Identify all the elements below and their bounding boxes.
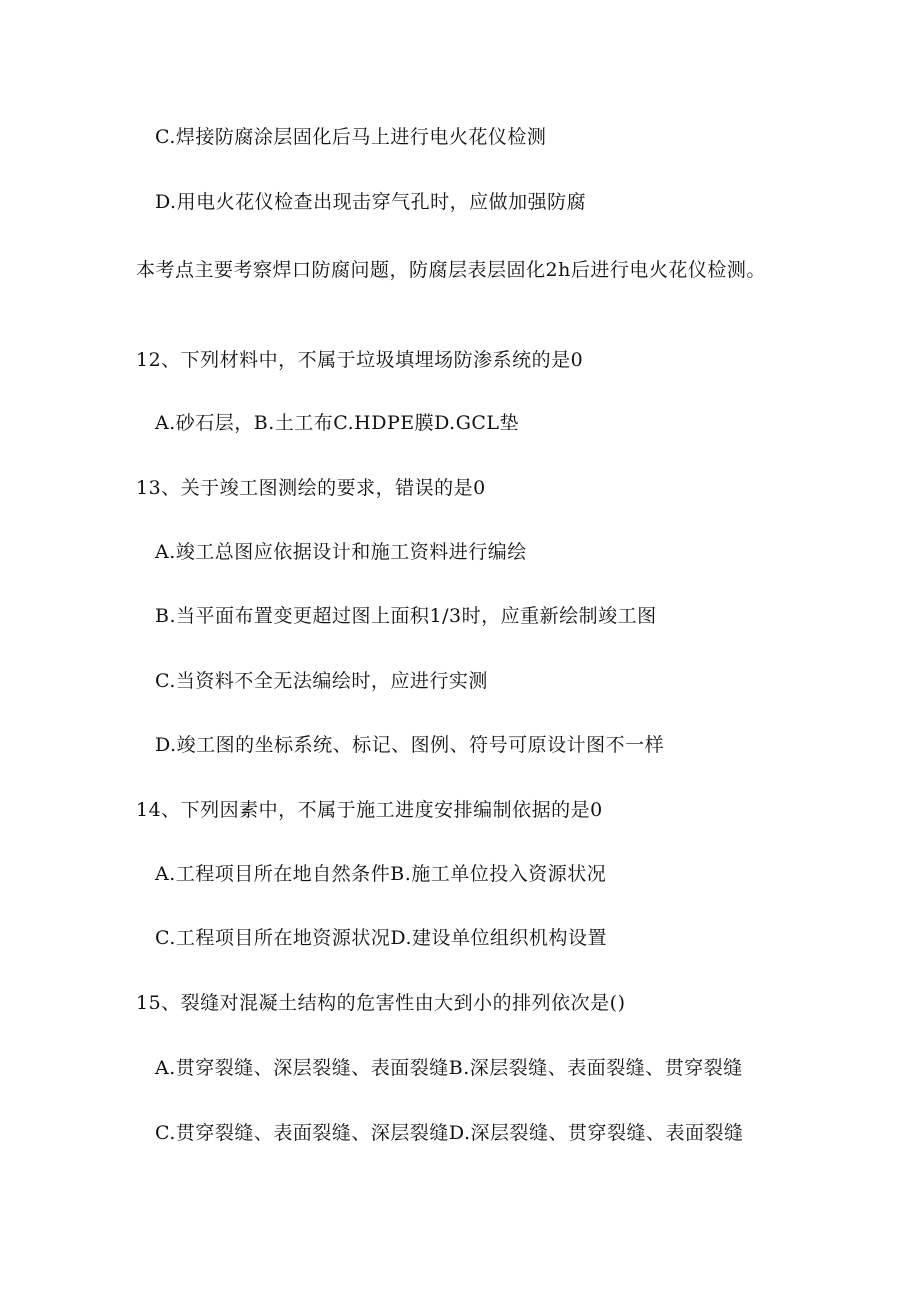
question-12: 12、下列材料中，不属于垃圾填埋场防渗系统的是0 xyxy=(136,349,584,371)
question-15: 15、裂缝对混凝土结构的危害性由大到小的排列依次是() xyxy=(136,992,626,1014)
question-15-options-cd: C.贯穿裂缝、表面裂缝、深层裂缝D.深层裂缝、贯穿裂缝、表面裂缝 xyxy=(155,1122,744,1144)
question-14-options-cd: C.工程项目所在地资源状况D.建设单位组织机构设置 xyxy=(155,927,607,949)
option-c-welding-coating: C.焊接防腐涂层固化后马上进行电火花仪检测 xyxy=(155,126,547,148)
question-15-options-ab: A.贯穿裂缝、深层裂缝、表面裂缝B.深层裂缝、表面裂缝、贯穿裂缝 xyxy=(155,1057,743,1079)
question-12-options: A.砂石层，B.土工布C.HDPE膜D.GCL垫 xyxy=(155,412,520,434)
question-14: 14、下列因素中，不属于施工进度安排编制依据的是0 xyxy=(136,799,603,821)
explanation-paragraph: 本考点主要考察焊口防腐问题，防腐层表层固化2h后进行电火花仪检测。 xyxy=(136,259,766,281)
question-13-option-c: C.当资料不全无法编绘时，应进行实测 xyxy=(155,670,488,692)
question-13-option-d: D.竣工图的坐标系统、标记、图例、符号可原设计图不一样 xyxy=(155,734,665,756)
option-d-spark-test: D.用电火花仪检查出现击穿气孔时，应做加强防腐 xyxy=(155,191,587,213)
question-13-option-b: B.当平面布置变更超过图上面积1/3时，应重新绘制竣工图 xyxy=(155,605,657,627)
question-13-option-a: A.竣工总图应依据设计和施工资料进行编绘 xyxy=(155,541,527,563)
question-14-options-ab: A.工程项目所在地自然条件B.施工单位投入资源状况 xyxy=(155,863,607,885)
question-13: 13、关于竣工图测绘的要求，错误的是0 xyxy=(136,477,486,499)
